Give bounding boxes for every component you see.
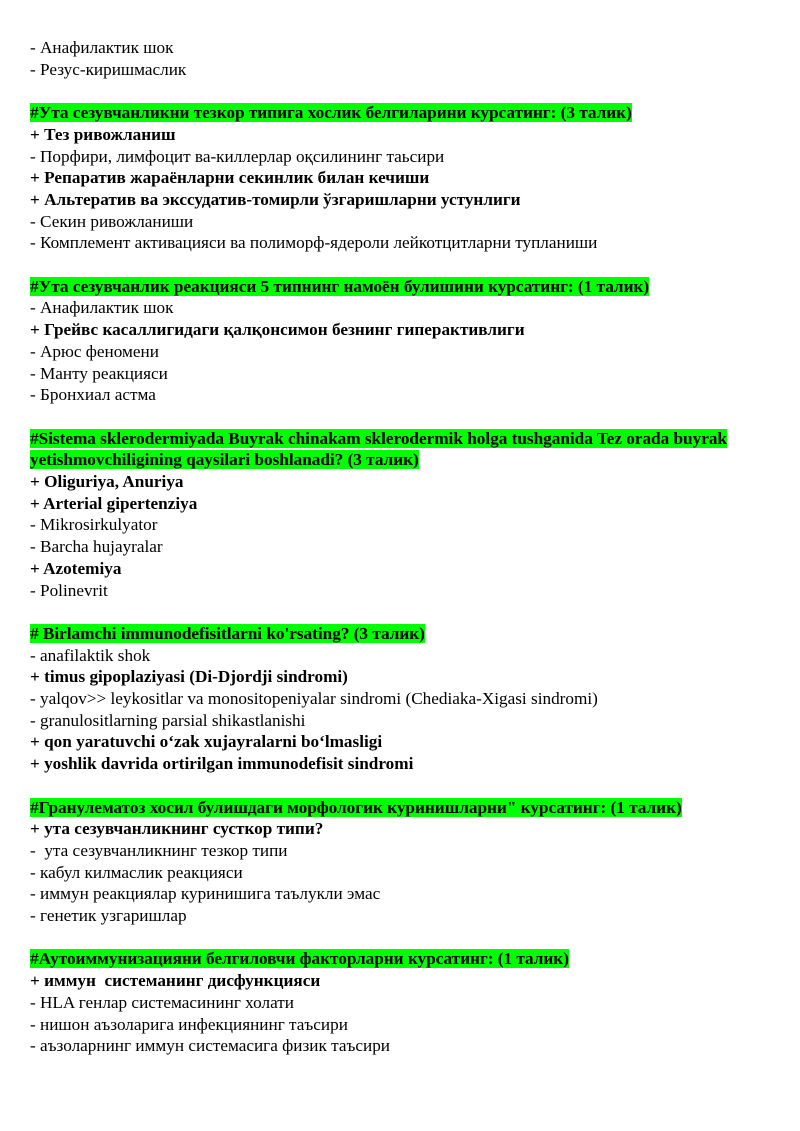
question-text: # Birlamchi immunodefisitlarni ko'rsating? (3 талик) [30, 623, 425, 643]
correct-answer-option: + Arterial gipertenziya [30, 493, 198, 513]
answer-option: - Анафилактик шок [30, 38, 174, 57]
answer-option: - yalqov>> leykositlar va monositopeniyalar sindromi (Chediaka-Xigasi sindromi) [30, 689, 598, 709]
question-heading [30, 948, 780, 970]
answer-option: - Арюс феномени [30, 341, 159, 361]
correct-answer-option: + Грейвс касаллигидаги қалқонсимон безнинг гиперактивлиги [30, 320, 525, 340]
correct-answer-option: + иммун системанинг дисфункцияси [30, 971, 321, 991]
question-text: #Аутоиммунизацияни белгиловчи факторларни курсатинг: (1 талик) [30, 949, 569, 969]
correct-answer-option: + Тез ривожланиш [30, 124, 176, 144]
answer-option: - иммун реакциялар куринишига таълукли эмас [30, 884, 381, 904]
question-block [30, 601, 780, 775]
question-block [30, 254, 780, 406]
answer-option: - Секин ривожланиши [30, 211, 194, 231]
block-spacer [30, 601, 780, 623]
block-spacer [30, 254, 780, 276]
block-spacer [30, 927, 780, 949]
question-heading [30, 623, 780, 645]
correct-answer-option: + Репаратив жараёнларни секинлик билан кечиши [30, 168, 430, 188]
question-heading [30, 797, 780, 819]
question-block [30, 80, 780, 254]
answer-option: - Polinevrit [30, 580, 108, 600]
question-text: #Ута сезувчанлик реакцияси 5 типнинг намоён булишини курсатинг: (1 талик) [30, 276, 650, 296]
answer-option: - Анафилактик шок [30, 298, 174, 318]
block-spacer [30, 406, 780, 428]
answer-option: - генетик узгаришлар [30, 906, 187, 926]
question-text: #Ута сезувчанликни тезкор типига хослик белгиларини курсатинг: (3 талик) [30, 103, 632, 123]
correct-answer-option: + yoshlik davrida ortirilgan immunodefisit sindromi [30, 754, 414, 774]
correct-answer-option: + Oliguriya, Anuriya [30, 472, 184, 492]
answer-option: - anafilaktik shok [30, 645, 151, 665]
question-block [30, 927, 780, 1057]
question-block [30, 775, 780, 927]
answer-option: - granulositlarning parsial shikastlanishi [30, 710, 306, 730]
answer-option: - Комплемент активацияси ва полиморф-ядероли лейкотцитларни тупланиши [30, 233, 598, 253]
answer-option: - Бронхиал астма [30, 385, 156, 405]
block-spacer [30, 775, 780, 797]
answer-option: - Barcha hujayralar [30, 537, 163, 557]
correct-answer-option: + timus gipoplaziyasi (Di-Djordji sindromi) [30, 667, 348, 687]
correct-answer-option: + ута сезувчанликнинг сусткор типи? [30, 819, 324, 839]
question-heading [30, 276, 780, 298]
question-text: #Sistema sklerodermiyada Buyrak chinakam sklerodermik holga tushganida Tez orada buyrak yetishmovchiligining qaysilari boshlanadi? (3 талик) [30, 428, 727, 470]
answer-option: - нишон аъзоларига инфекциянинг таъсири [30, 1014, 348, 1034]
document-page [30, 37, 780, 1057]
question-heading [30, 428, 780, 471]
question-text: #Гранулематоз хосил булишдаги морфологик куринишларни" курсатинг: (1 талик) [30, 797, 682, 817]
correct-answer-option: + Альтератив ва экссудатив-томирли ўзгаришларни устунлиги [30, 189, 521, 209]
question-block [30, 406, 780, 601]
correct-answer-option: + Azotemiya [30, 558, 122, 578]
answer-option: - Манту реакцияси [30, 363, 168, 383]
answer-option: - аъзоларнинг иммун системасига физик таъсири [30, 1036, 390, 1056]
answer-option: - Резус-киришмаслик [30, 59, 187, 79]
answer-option: - Mikrosirkulyator [30, 515, 158, 535]
answer-option: - ута сезувчанликнинг тезкор типи [30, 840, 288, 860]
question-heading [30, 102, 780, 124]
answer-option: - кабул килмаслик реакцияси [30, 862, 243, 882]
question-block [30, 37, 780, 80]
answer-option: - HLA генлар системасининг холати [30, 992, 294, 1012]
block-spacer [30, 80, 780, 102]
correct-answer-option: + qon yaratuvchi o‘zak xujayralarni bo‘lmasligi [30, 732, 383, 752]
answer-option: - Порфири, лимфоцит ва-киллерлар оқсилининг таьсири [30, 146, 445, 166]
